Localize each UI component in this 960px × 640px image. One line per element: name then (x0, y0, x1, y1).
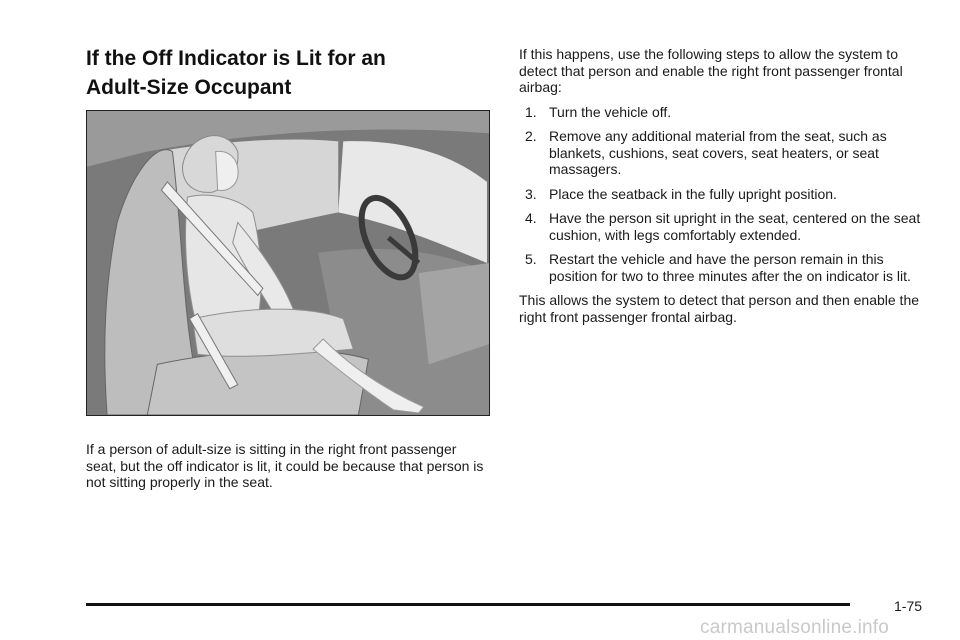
right-column (519, 46, 929, 325)
illustration-drawing (87, 111, 489, 415)
heading-line-1: If the Off Indicator is Lit for an (86, 47, 386, 70)
step-number: 4. (525, 210, 537, 226)
step-number: 3. (525, 185, 537, 202)
step-text: Have the person sit upright in the seat, centered on the seat cushion, with legs comfortably extended. (549, 210, 921, 243)
step-number: 5. (525, 251, 537, 267)
step-text: Place the seatback in the fully upright position. (549, 185, 837, 202)
step-text: Restart the vehicle and have the person remain in this position for two to three minutes after the on indicator is lit. (549, 251, 911, 284)
steps-outro: This allows the system to detect that person and then enable the right front passenger frontal airbag. (519, 292, 920, 325)
heading-line-2: Adult-Size Occupant (86, 76, 292, 99)
section-heading (86, 44, 490, 102)
occupant-seated-illustration (86, 110, 490, 416)
steps-list (519, 104, 929, 285)
step-text: Turn the vehicle off. (549, 103, 672, 120)
left-column (86, 44, 490, 490)
step-text: Remove any additional material from the seat, such as blankets, cushions, seat covers, seat heaters, or seat massagers. (549, 128, 887, 177)
step-number: 2. (525, 128, 537, 144)
step-number: 1. (525, 103, 537, 120)
step-item (519, 104, 929, 121)
steps-intro: If this happens, use the following steps to allow the system to detect that person and enable the right front passenger frontal airbag: (519, 46, 903, 95)
step-item (519, 210, 929, 243)
footer-rule (86, 603, 850, 606)
step-item (519, 186, 929, 203)
step-item (519, 128, 929, 178)
page-number: 1-75 (894, 598, 923, 614)
site-watermark: carmanualsonline.info (700, 617, 890, 638)
left-paragraph: If a person of adult-size is sitting in the right front passenger seat, but the off indicator is lit, it could be because that person is not sitting properly in the seat. (86, 441, 484, 490)
step-item (519, 251, 929, 284)
